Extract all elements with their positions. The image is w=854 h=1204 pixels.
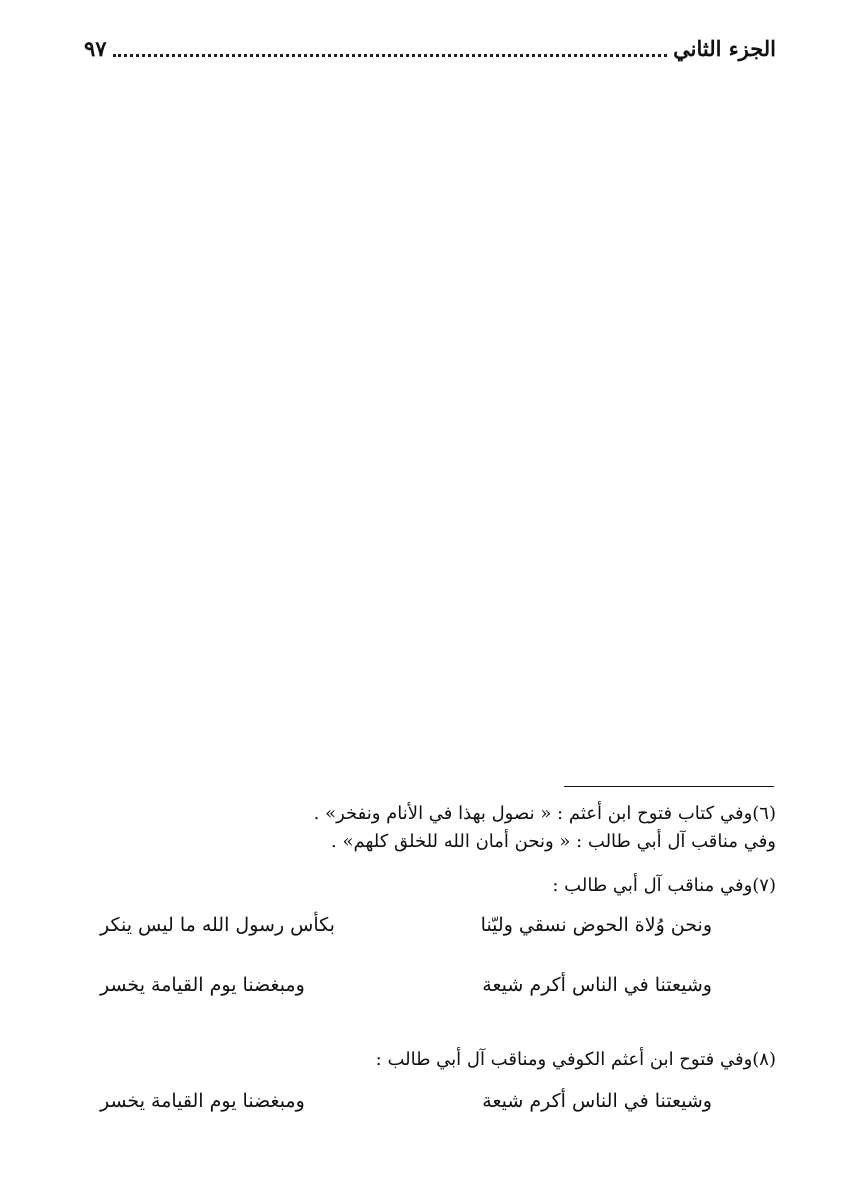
verse-8-1-first-hemistich: وشيعتنا في الناس أكرم شيعة <box>482 1090 712 1112</box>
running-title: الجزء الثاني <box>673 35 776 61</box>
footnote-6-line-1: (٦)وفي كتاب فتوح ابن أعثم : « نصول بهذا في الأنام ونفخر» . <box>313 803 776 824</box>
leader-dots <box>113 40 668 57</box>
verse-7-2 <box>100 974 712 996</box>
footnote-separator <box>564 786 774 787</box>
verse-7-1-first-hemistich: ونحن وُلاة الحوض نسقي وليّنا <box>480 914 712 936</box>
verse-7-1-second-hemistich: بكأس رسول الله ما ليس ينكر <box>100 914 335 936</box>
verse-7-2-first-hemistich: وشيعتنا في الناس أكرم شيعة <box>482 974 712 996</box>
page-header <box>84 28 776 68</box>
verse-8-1 <box>100 1090 712 1112</box>
page-number: ٩٧ <box>84 35 107 61</box>
footnote-7-intro: (٧)وفي مناقب آل أبي طالب : <box>552 875 776 896</box>
footnote-8-intro: (٨)وفي فتوح ابن أعثم الكوفي ومناقب آل أبي طالب : <box>375 1049 776 1070</box>
verse-8-1-second-hemistich: ومبغضنا يوم القيامة يخسر <box>100 1090 305 1112</box>
verse-7-2-second-hemistich: ومبغضنا يوم القيامة يخسر <box>100 974 305 996</box>
verse-7-1 <box>100 914 712 936</box>
footnote-6-line-2: وفي مناقب آل أبي طالب : « ونحن أمان الله للخلق كلهم» . <box>331 831 776 852</box>
